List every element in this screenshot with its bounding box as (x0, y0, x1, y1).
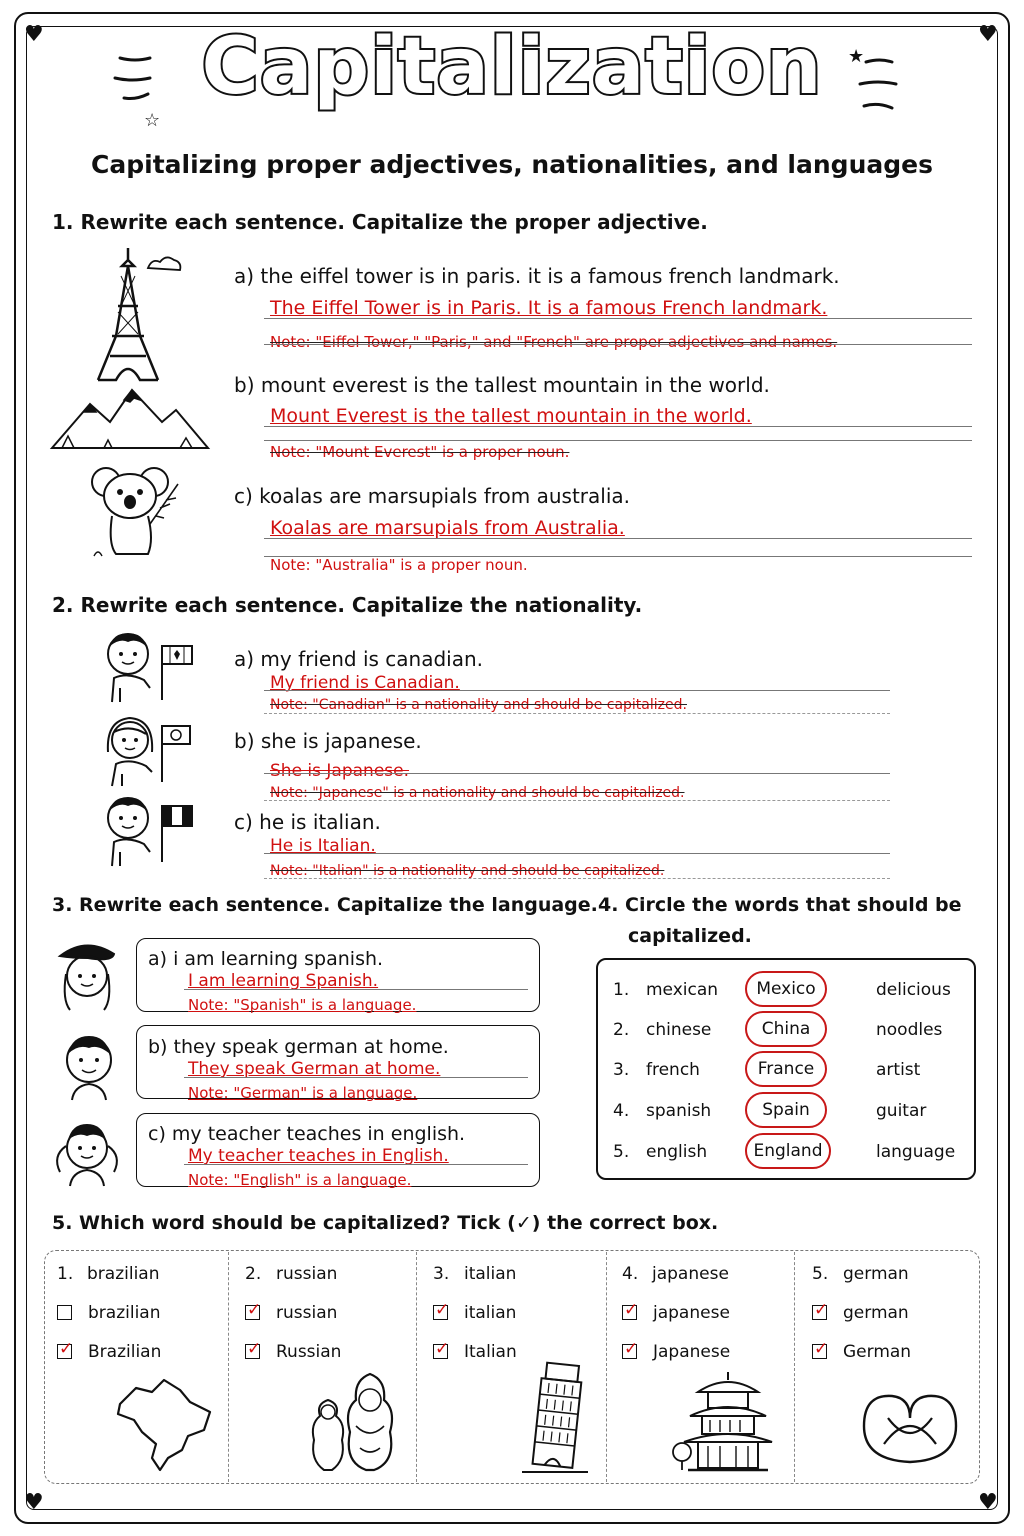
checkbox-option2[interactable] (433, 1339, 450, 1359)
section5-col-num: 4. (622, 1264, 639, 1284)
section2-item-a-answer[interactable]: My friend is Canadian. (270, 673, 460, 693)
section1-item-b-answer[interactable]: Mount Everest is the tallest mountain in the world. (270, 405, 752, 427)
answer-line (184, 989, 528, 990)
heart-icon: ♥ (24, 1490, 44, 1515)
section3-item-c-answer[interactable]: My teacher teaches in English. (188, 1146, 449, 1166)
checkbox-option2[interactable] (245, 1339, 262, 1359)
section4-word[interactable]: french (646, 1060, 700, 1080)
section4-word[interactable]: chinese (646, 1020, 712, 1040)
answer-line (264, 426, 972, 427)
leaning-tower-icon (518, 1360, 590, 1474)
section5-col-word: japanese (652, 1264, 729, 1284)
section3-item-b-answer[interactable]: They speak German at home. (188, 1059, 441, 1079)
column-divider (416, 1252, 417, 1482)
section5-option2: Russian (276, 1342, 342, 1362)
section2-item-b-note: Note: "Japanese" is a nationality and should be capitalized. (270, 785, 685, 801)
section1-item-c-prompt: c) koalas are marsupials from australia. (234, 484, 631, 508)
pretzel-icon (858, 1388, 962, 1468)
section5-col-num: 5. (812, 1264, 829, 1284)
column-divider (606, 1252, 607, 1482)
section1-item-b-prompt: b) mount everest is the tallest mountain in the world. (234, 373, 770, 397)
boy-italy-flag-icon (100, 792, 200, 868)
checkbox-option1[interactable] (622, 1300, 639, 1320)
heart-icon: ♥ (978, 22, 998, 47)
section1-item-c-note: Note: "Australia" is a proper noun. (270, 556, 528, 574)
section2-item-c-answer[interactable]: He is Italian. (270, 836, 376, 856)
section1-heading: 1. Rewrite each sentence. Capitalize the proper adjective. (52, 210, 708, 234)
sparkle-icon (110, 48, 161, 131)
section3-heading: 3. Rewrite each sentence. Capitalize the language. (52, 894, 598, 916)
answer-line (184, 1164, 528, 1165)
section5-option2: German (843, 1342, 912, 1362)
section4-word[interactable]: guitar (876, 1101, 927, 1121)
brazil-map-icon (112, 1374, 216, 1472)
section4-word[interactable]: mexican (646, 980, 719, 1000)
matryoshka-icon (304, 1370, 404, 1474)
section4-circled-word[interactable]: France (745, 1051, 827, 1087)
section4-row-num: 5. (613, 1142, 630, 1162)
checkbox-option1[interactable] (433, 1300, 450, 1320)
section2-heading: 2. Rewrite each sentence. Capitalize the nationality. (52, 593, 643, 617)
section5-option2: Japanese (653, 1342, 731, 1362)
section3-item-c-prompt: c) my teacher teaches in english. (148, 1123, 466, 1145)
section4-heading: 4. Circle the words that should be (598, 894, 962, 916)
section5-option1: italian (464, 1303, 517, 1323)
koala-icon (90, 464, 186, 560)
checkbox-option2[interactable] (622, 1339, 639, 1359)
check-mark-icon: ✓ (624, 1300, 639, 1320)
section5-heading: 5. Which word should be capitalized? Tick (✓) the correct box. (52, 1212, 719, 1234)
section4-row-num: 4. (613, 1101, 630, 1121)
check-mark-icon: ✓ (435, 1339, 450, 1359)
section2-item-c-prompt: c) he is italian. (234, 810, 381, 834)
boy-face-icon (54, 1026, 124, 1102)
checkbox-option1[interactable] (812, 1300, 829, 1320)
pagoda-icon (668, 1368, 780, 1474)
girl-japan-flag-icon (100, 712, 200, 788)
checkbox-option2[interactable] (57, 1339, 74, 1359)
check-mark-icon: ✓ (247, 1339, 262, 1359)
answer-line (264, 556, 972, 557)
heart-icon: ♥ (978, 1490, 998, 1515)
check-mark-icon: ✓ (247, 1300, 262, 1320)
section1-item-c-answer[interactable]: Koalas are marsupials from Australia. (270, 517, 625, 539)
section3-item-c-note: Note: "English" is a language. (188, 1171, 412, 1189)
section5-option1: russian (276, 1303, 338, 1323)
section4-circled-word[interactable]: China (745, 1011, 827, 1047)
section5-option1: brazilian (88, 1303, 161, 1323)
section5-col-num: 3. (433, 1264, 450, 1284)
section4-word[interactable]: artist (876, 1060, 921, 1080)
check-mark-icon: ✓ (814, 1339, 829, 1359)
svg-text:★: ★ (848, 46, 865, 67)
answer-line (264, 440, 972, 441)
section1-item-a-note: Note: "Eiffel Tower," "Paris," and "French" are proper adjectives and names. (270, 333, 838, 351)
section2-item-a-note: Note: "Canadian" is a nationality and should be capitalized. (270, 697, 687, 713)
section2-item-b-answer[interactable]: She is Japanese. (270, 761, 410, 781)
heart-icon: ♥ (24, 22, 44, 47)
answer-line (264, 713, 890, 714)
mountains-icon (50, 386, 210, 452)
section4-circled-word[interactable]: England (745, 1133, 831, 1169)
section2-item-a-prompt: a) my friend is canadian. (234, 647, 484, 671)
section5-col-num: 1. (57, 1264, 74, 1284)
section4-row-num: 1. (613, 980, 630, 1000)
section4-word[interactable]: delicious (876, 980, 951, 1000)
checkbox-option1[interactable] (57, 1305, 72, 1320)
section5-col-word: brazilian (87, 1264, 160, 1284)
section5-option2: Italian (464, 1342, 517, 1362)
section4-row-num: 3. (613, 1060, 630, 1080)
eiffel-tower-icon (88, 246, 188, 382)
section3-item-a-note: Note: "Spanish" is a language. (188, 996, 417, 1014)
answer-line (264, 773, 890, 774)
section1-item-b-note: Note: "Mount Everest" is a proper noun. (270, 443, 570, 461)
section5-option2: Brazilian (88, 1342, 162, 1362)
section3-item-a-answer[interactable]: I am learning Spanish. (188, 971, 379, 991)
column-divider (794, 1252, 795, 1482)
section3-item-a-prompt: a) i am learning spanish. (148, 948, 384, 970)
section5-option1: japanese (653, 1303, 730, 1323)
section5-col-word: russian (276, 1264, 338, 1284)
section4-word[interactable]: noodles (876, 1020, 943, 1040)
page-title: Capitalization (201, 22, 823, 112)
answer-line (264, 318, 972, 319)
checkbox-option2[interactable] (812, 1339, 829, 1359)
answer-line (264, 690, 890, 691)
checkbox-option1[interactable] (245, 1300, 262, 1320)
section2-item-c-note: Note: "Italian" is a nationality and should be capitalized. (270, 863, 665, 879)
answer-line (184, 1077, 528, 1078)
svg-text:☆: ☆ (144, 110, 161, 131)
section5-col-word: german (843, 1264, 909, 1284)
section5-option1: german (843, 1303, 909, 1323)
check-mark-icon: ✓ (814, 1300, 829, 1320)
answer-line (264, 800, 890, 801)
answer-line (264, 878, 890, 879)
section2-item-b-prompt: b) she is japanese. (234, 729, 422, 753)
answer-line (264, 344, 972, 345)
section3-item-b-prompt: b) they speak german at home. (148, 1036, 449, 1058)
answer-line (264, 538, 972, 539)
section1-item-a-answer[interactable]: The Eiffel Tower is in Paris. It is a famous French landmark. (270, 297, 828, 319)
check-mark-icon: ✓ (435, 1300, 450, 1320)
section4-row-num: 2. (613, 1020, 630, 1040)
boy-canada-flag-icon (100, 628, 200, 704)
section4-circled-word[interactable]: Mexico (745, 971, 827, 1007)
girl-pigtails-icon (50, 1112, 124, 1188)
page-subtitle: Capitalizing proper adjectives, nationalities, and languages (91, 150, 933, 179)
section5-col-num: 2. (245, 1264, 262, 1284)
section4-word[interactable]: language (876, 1142, 956, 1162)
section4-heading-cont: capitalized. (628, 925, 752, 947)
answer-line (264, 853, 890, 854)
check-mark-icon: ✓ (624, 1339, 639, 1359)
section4-circled-word[interactable]: Spain (745, 1092, 827, 1128)
check-mark-icon: ✓ (59, 1339, 74, 1359)
section4-word[interactable]: english (646, 1142, 708, 1162)
sparkle-icon (848, 44, 904, 124)
section3-item-b-note: Note: "German" is a language. (188, 1084, 418, 1102)
column-divider (228, 1252, 229, 1482)
section1-item-a-prompt: a) the eiffel tower is in paris. it is a famous french landmark. (234, 264, 840, 288)
section5-col-word: italian (464, 1264, 517, 1284)
section4-word[interactable]: spanish (646, 1101, 712, 1121)
girl-beret-icon (52, 938, 122, 1014)
